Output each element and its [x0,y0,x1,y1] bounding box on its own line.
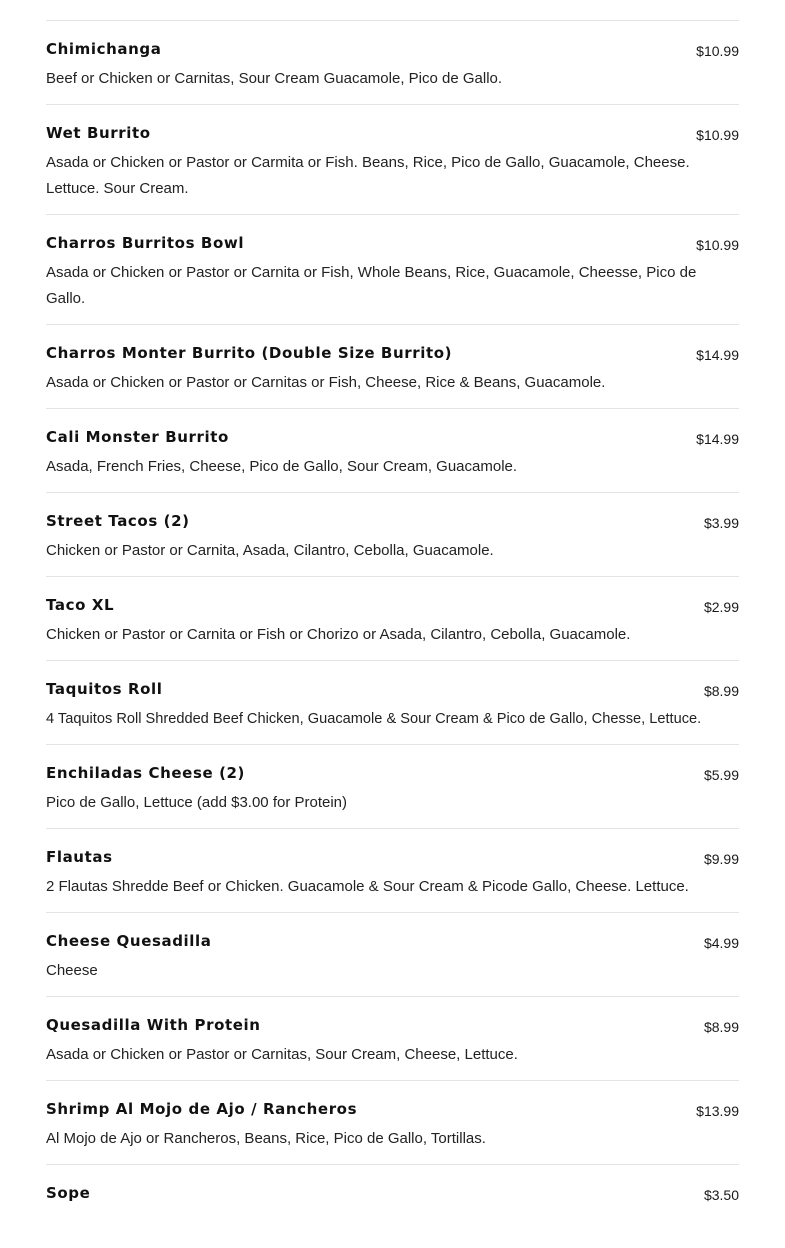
menu-item-price: $13.99 [696,1103,739,1119]
menu-item [46,1080,739,1164]
menu-item [46,744,739,828]
menu-item-name: Cheese Quesadilla [46,932,212,950]
menu-item-price: $3.50 [703,1187,739,1203]
menu-item-price: $14.99 [696,431,739,447]
menu-item-name: Enchiladas Cheese (2) [46,764,246,782]
menu-item-description: Asada or Chicken or Pastor or Carnitas, Sour Cream, Cheese, Lettuce. [46,1046,518,1063]
menu-item-description: Pico de Gallo, Lettuce (add $3.00 for Protein) [46,794,348,811]
menu-item-name: Taquitos Roll [46,680,163,698]
menu-item-price: $14.99 [696,347,739,363]
menu-item [46,492,739,576]
menu-item-header [46,344,739,368]
menu-item-price: $8.99 [703,1019,739,1035]
menu-item-description: Cheese [46,962,98,979]
menu-item-price: $10.99 [696,237,739,253]
menu-item [46,324,739,408]
menu-item [46,408,739,492]
menu-item-name: Chimichanga [46,40,162,58]
menu-item [46,20,739,104]
menu-item-header [46,512,739,536]
menu-item-name: Wet Burrito [46,124,151,142]
menu-item-header [46,234,739,258]
menu-item-description: Asada, French Fries, Cheese, Pico de Gallo, Sour Cream, Guacamole. [46,458,518,475]
menu-item-header [46,40,739,64]
menu-item-price: $2.99 [703,599,739,615]
menu-item-description: Asada or Chicken or Pastor or Carnita or Fish, Whole Beans, Rice, Guacamole, Cheesse, Pico de Gallo. [46,264,697,307]
menu-item-description: Chicken or Pastor or Carnita or Fish or Chorizo or Asada, Cilantro, Cebolla, Guacamole. [46,626,631,643]
menu-item-header [46,680,739,704]
menu-item-price: $10.99 [696,127,739,143]
menu-item-description: 2 Flautas Shredde Beef or Chicken. Guacamole & Sour Cream & Picode Gallo, Cheese. Lettuce. [46,878,689,895]
menu-item [46,576,739,660]
menu-item-name: Flautas [46,848,113,866]
menu-item [46,828,739,912]
menu-item [46,996,739,1080]
menu-item-header [46,932,739,956]
menu-list [46,20,739,1248]
menu-item-name: Charros Monter Burrito (Double Size Burrito) [46,344,453,362]
menu-item-name: Sope [46,1184,91,1202]
menu-item-header [46,124,739,148]
menu-item-description: Asada or Chicken or Pastor or Carnitas or Fish, Cheese, Rice & Beans, Guacamole. [46,374,606,391]
menu-item-description: 4 Taquitos Roll Shredded Beef Chicken, Guacamole & Sour Cream & Pico de Gallo, Chesse, Lettuce. [46,711,702,727]
menu-item-name: Cali Monster Burrito [46,428,229,446]
menu-item-description: Chicken or Pastor or Carnita, Asada, Cilantro, Cebolla, Guacamole. [46,542,494,559]
menu-item-price: $5.99 [703,767,739,783]
menu-item [46,104,739,214]
menu-item-description: Beef or Chicken or Carnitas, Sour Cream Guacamole, Pico de Gallo. [46,70,503,87]
menu-item-header [46,848,739,872]
menu-item-price: $3.99 [703,515,739,531]
menu-item [46,912,739,996]
menu-item-price: $8.99 [703,683,739,699]
menu-item-name: Charros Burritos Bowl [46,234,245,252]
menu-item-header [46,596,739,620]
menu-item-name: Shrimp Al Mojo de Ajo / Rancheros [46,1100,358,1118]
menu-item-header [46,1184,739,1208]
menu-item-description: Al Mojo de Ajo or Rancheros, Beans, Rice, Pico de Gallo, Tortillas. [46,1130,486,1147]
menu-item-price: $4.99 [703,935,739,951]
menu-item [46,214,739,324]
menu-item-header [46,1016,739,1040]
menu-item-header [46,764,739,788]
menu-item-price: $9.99 [703,851,739,867]
menu-item-header [46,1100,739,1124]
menu-item-name: Quesadilla With Protein [46,1016,261,1034]
menu-item [46,660,739,744]
menu-item-description: Asada or Chicken or Pastor or Carmita or Fish. Beans, Rice, Pico de Gallo, Guacamole, Cheese. Lettuce. Sour Cream. [46,154,690,197]
menu-item-name: Street Tacos (2) [46,512,190,530]
menu-item-price: $10.99 [696,43,739,59]
menu-item-name: Taco XL [46,596,115,614]
menu-item-header [46,428,739,452]
menu-item [46,1164,739,1248]
